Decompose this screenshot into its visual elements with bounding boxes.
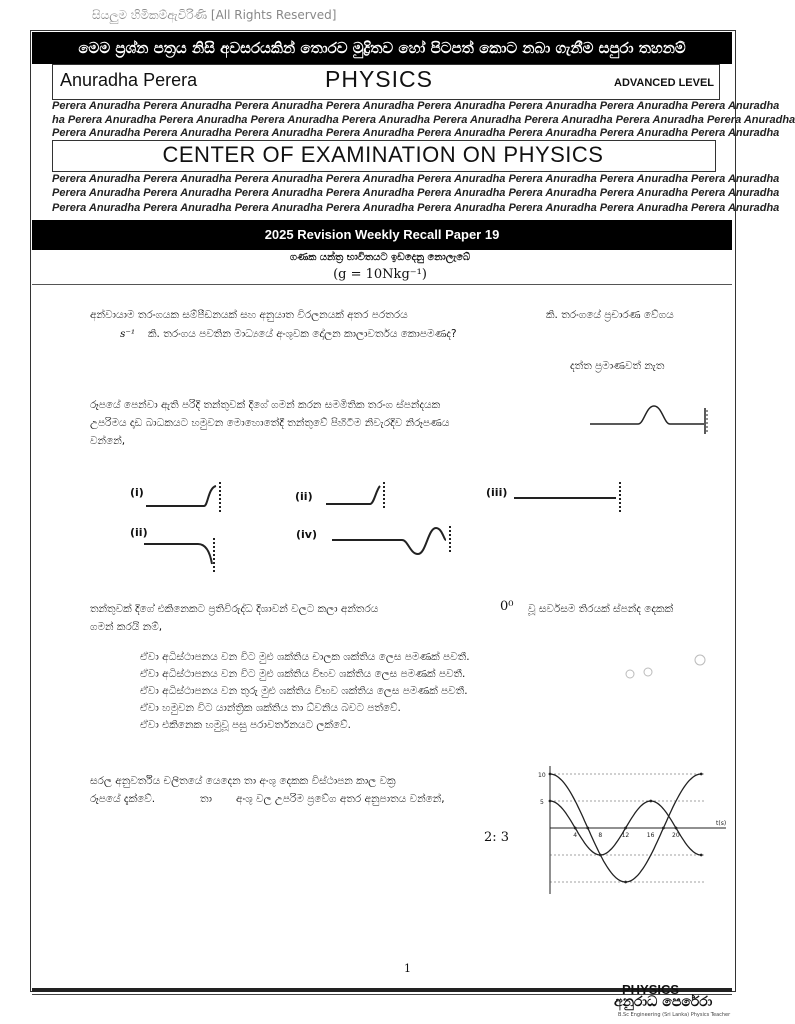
brand-physics: PHYSICS (622, 982, 680, 997)
q3-statement: ඒවා එකිනෙක හමුවූ පසු පරාවර්තනයට ලක්වේ. (140, 719, 351, 731)
data-point (649, 800, 652, 803)
data-point (586, 827, 589, 830)
page-number: 1 (404, 962, 411, 975)
q4-line2-a: රූපයේ දැක්වේ. (90, 793, 156, 805)
q3-statement: ඒවා අධිස්ථාපනය වන විට මුළු ශක්තිය විභව ශක්තිය ලෙස පමණක් පවතී. (140, 668, 466, 680)
tick-label: 4 (573, 832, 578, 839)
watermark-row: Perera Anuradha Perera Anuradha Perera Anuradha Perera Anuradha Perera Anuradha Perera Anuradha Perera Anuradha Perera Anuradha (52, 202, 780, 214)
center-title: CENTER OF EXAMINATION ON PHYSICS (162, 142, 604, 167)
q1-unit: s⁻¹ (120, 328, 136, 340)
x-axis-label: t(s) (716, 820, 727, 827)
tick-label: 16 (646, 832, 655, 839)
option-iii-diagram (510, 478, 630, 514)
data-point (549, 773, 552, 776)
gravity-constant: (g = 10Nkg⁻¹) (333, 267, 427, 282)
calculator-note: ගණක යන්ත්‍ර භාවිතයට ඉඩදෙනු නොලැබේ (289, 252, 471, 263)
subject-title: PHYSICS (325, 66, 433, 92)
watermark-row: Perera Anuradha Perera Anuradha Perera Anuradha Perera Anuradha Perera Anuradha Perera Anuradha Perera Anuradha Perera Anuradha (52, 127, 780, 139)
tick-label: 12 (621, 832, 630, 839)
q3-line1: තන්තුවක් දිගේ එකිනෙකට ප්‍රතිවිරුද්ධ දිශාවන් වලට කලා අන්තරය (90, 603, 379, 615)
option-i-diagram (144, 478, 234, 514)
q3-line2: ගමන් කරයි නම්, (90, 621, 163, 633)
rights-notice: සියලුම හිමිකම්ඇවිරිණි [All Rights Reserved] (92, 8, 337, 22)
data-point (624, 881, 627, 884)
tick-label: 20 (672, 832, 680, 839)
data-point (574, 827, 577, 830)
q1-line1-suffix: කි. තරංගයේ ප්‍රචාරණ වේගය (546, 309, 674, 321)
q2-line1: රූපයේ පෙන්වා ඇති පරිදි තන්තුවක් දිගේ ගමන් කරන සමමිතික තරංග ස්පන්දයක (90, 399, 441, 411)
displacement-time-chart (536, 760, 732, 900)
data-point (700, 773, 703, 776)
q1-line1: අන්වායාම තරංගයක සම්පීඩනයක් සහ අනුයාත විරලනයක් අතර පරතරය (90, 309, 408, 321)
watermark-row: Perera Anuradha Perera Anuradha Perera Anuradha Perera Anuradha Perera Anuradha Perera Anuradha Perera Anuradha Perera Anuradha (52, 173, 780, 185)
brand-tagline: B.Sc Engineering (Sri Lanka) Physics Teacher (618, 1012, 731, 1018)
q3-statement: ඒවා අධිස්ථාපනය වන විට මුළු ශක්තිය චාලක ශක්තිය ලෙස පමණක් පවතී. (140, 651, 470, 663)
option-iv-diagram (330, 520, 460, 560)
level-label: ADVANCED LEVEL (614, 77, 715, 89)
header-divider (32, 284, 732, 285)
brand-sinhala-name: අනුරාධ පෙරේරා (614, 994, 713, 1010)
watermark-row: Perera Anuradha Perera Anuradha Perera Anuradha Perera Anuradha Perera Anuradha Perera Anuradha Perera Anuradha Perera Anuradha (52, 100, 780, 112)
option-i-label: (i) (130, 486, 144, 499)
option-iii-label: (iii) (486, 486, 508, 499)
q3-phase: 0⁰ (500, 599, 514, 614)
option-ii-second-diagram (140, 524, 230, 576)
option-ii-diagram (320, 478, 400, 514)
q4-line2-c: අංශු වල උපරිම ප්‍රවේග අතර අනුපාතය වන්නේ, (236, 793, 445, 805)
option-ii-second-label: (ii) (130, 526, 148, 539)
q4-line2-b: තා (200, 793, 212, 805)
option-iv-label: (iv) (296, 528, 317, 541)
author-name: Anuradha Perera (60, 70, 198, 90)
decorative-circles (620, 650, 710, 680)
q3-statement: ඒවා හමුවන විට යාන්ත්‍රික ශක්තිය තා ධ්වනිය බවට පත්වේ. (140, 702, 401, 714)
data-point (549, 800, 552, 803)
q2-line2: උපරිමය දෘඩ බාධකයට හමුවන මොහොතේදී තන්තුවේ පිහිටීම නිවැරදිව නිරූපණය (90, 417, 450, 429)
data-point (624, 827, 627, 830)
option-ii-label: (ii) (295, 490, 313, 503)
data-point (662, 827, 665, 830)
q1-answer-note: දත්ත ප්‍රමාණවත් නැත (570, 360, 665, 372)
data-point (675, 827, 678, 830)
copyright-banner: මෙම ප්‍රශ්න පත්‍රය නිසි අවසරයකින් තොරව මුද්‍රිතව හෝ පිටපත් කොට නබා ගැනීම සපුරා තහනම් (32, 32, 732, 64)
paper-title: 2025 Revision Weekly Recall Paper 19 (32, 220, 732, 250)
q3-statement: ඒවා අධිස්ථාපනය වන තුරු මුළු ශක්තිය විභව ශක්තිය ලෙස පමණක් පවතී. (140, 685, 468, 697)
q2-line3: වන්නේ, (90, 435, 126, 447)
watermark-row: ha Perera Anuradha Perera Anuradha Perera Anuradha Perera Anuradha Perera Anuradha Perera Anuradha Perera Anuradha Perera Anuradha (52, 114, 795, 126)
q1-line2: කි. තරංගය පවතින මාධ්‍යයේ අංශුවක දෝලන කාලාවර්තය කොපමණද? (148, 328, 457, 340)
q4-ratio: 2: 3 (484, 830, 510, 845)
tick-label: 5 (540, 799, 544, 806)
data-point (700, 854, 703, 857)
tick-label: 10 (538, 772, 546, 779)
q3-line1-suffix: වූ සර්වසම තිරයක් ස්පන්ද දෙකක් (528, 603, 674, 615)
q4-line1: සරල අනුවර්තිය චලිතයේ යෙදෙන තා අංශු දෙකක විස්ථාපන කාල වක්‍ර (90, 775, 396, 787)
tick-label: 8 (598, 832, 603, 839)
watermark-row: Perera Anuradha Perera Anuradha Perera Anuradha Perera Anuradha Perera Anuradha Perera Anuradha Perera Anuradha Perera Anuradha (52, 187, 780, 199)
pulse-diagram (588, 400, 712, 440)
